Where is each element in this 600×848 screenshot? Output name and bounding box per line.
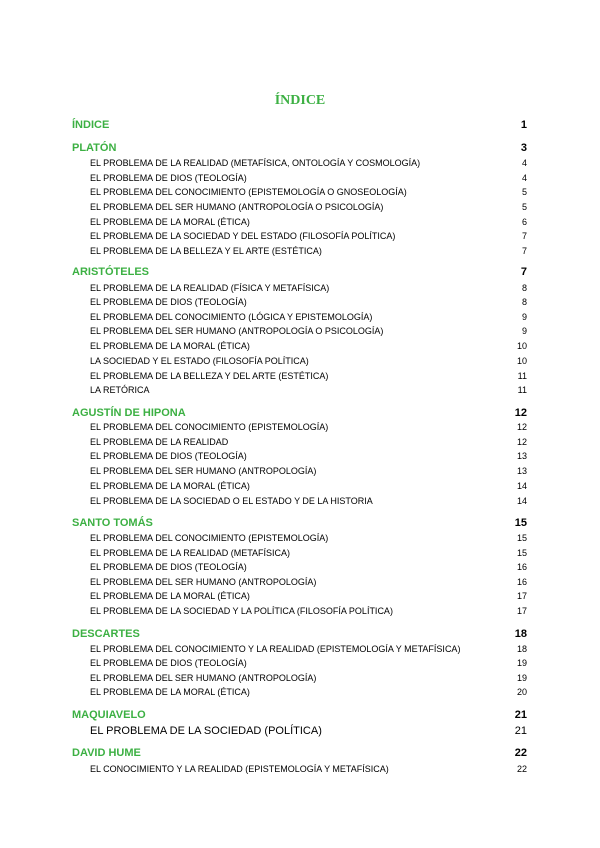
entry-text: EL PROBLEMA DE LA SOCIEDAD O EL ESTADO Y DE LA HISTORIA xyxy=(90,496,373,506)
entry-text: EL PROBLEMA DE LA REALIDAD xyxy=(90,437,229,447)
entry-page: 12 xyxy=(516,422,527,432)
entry-text: EL PROBLEMA DE LA MORAL (ÉTICA) xyxy=(90,341,250,351)
entry-text: ÍNDICE xyxy=(72,119,110,131)
entry-page: 21 xyxy=(514,725,527,737)
toc-subentry[interactable] xyxy=(90,422,527,432)
toc-subentry[interactable] xyxy=(90,187,527,197)
entry-text: EL PROBLEMA DE LA REALIDAD (METAFÍSICA, ONTOLOGÍA Y COSMOLOGÍA) xyxy=(90,158,421,168)
entry-page: 4 xyxy=(521,173,527,183)
entry-page: 5 xyxy=(521,187,527,197)
entry-text: EL PROBLEMA DEL CONOCIMIENTO (EPISTEMOLOGÍA) xyxy=(90,533,329,543)
entry-page: 10 xyxy=(516,341,527,351)
entry-text: EL PROBLEMA DEL SER HUMANO (ANTROPOLOGÍA O PSICOLOGÍA) xyxy=(90,202,384,212)
toc-entry-platon[interactable] xyxy=(72,142,527,154)
toc-entry-descartes[interactable] xyxy=(72,628,527,640)
entry-text: EL PROBLEMA DEL SER HUMANO (ANTROPOLOGÍA) xyxy=(90,673,317,683)
toc-subentry[interactable] xyxy=(90,606,527,616)
entry-text: EL PROBLEMA DE LA MORAL (ÉTICA) xyxy=(90,481,250,491)
entry-page: 6 xyxy=(521,217,527,227)
toc-entry-maquiavelo[interactable] xyxy=(72,709,527,721)
entry-text: MAQUIAVELO xyxy=(72,709,146,721)
toc-subentry[interactable] xyxy=(90,341,527,351)
entry-page: 8 xyxy=(521,283,527,293)
entry-text: EL PROBLEMA DE LA REALIDAD (FÍSICA Y METAFÍSICA) xyxy=(90,283,330,293)
entry-text: DESCARTES xyxy=(72,628,140,640)
entry-page: 21 xyxy=(514,709,527,721)
toc-subentry[interactable] xyxy=(90,644,527,654)
toc-subentry[interactable] xyxy=(90,466,527,476)
entry-page: 22 xyxy=(514,747,527,759)
toc-subentry[interactable] xyxy=(90,283,527,293)
entry-text: EL PROBLEMA DE DIOS (TEOLOGÍA) xyxy=(90,451,247,461)
toc-subentry[interactable] xyxy=(90,451,527,461)
entry-text: EL PROBLEMA DE DIOS (TEOLOGÍA) xyxy=(90,173,247,183)
entry-text: EL PROBLEMA DE DIOS (TEOLOGÍA) xyxy=(90,562,247,572)
entry-page: 16 xyxy=(516,577,527,587)
entry-text: EL PROBLEMA DEL SER HUMANO (ANTROPOLOGÍA) xyxy=(90,466,317,476)
entry-text: EL PROBLEMA DE LA SOCIEDAD Y LA POLÍTICA (FILOSOFÍA POLÍTICA) xyxy=(90,606,393,616)
toc-subentry[interactable] xyxy=(90,764,527,774)
entry-page: 19 xyxy=(516,658,527,668)
entry-page: 12 xyxy=(514,407,527,419)
entry-page: 17 xyxy=(516,606,527,616)
toc-subentry[interactable] xyxy=(90,725,527,737)
toc-title: ÍNDICE xyxy=(274,93,326,108)
entry-page: 3 xyxy=(520,142,527,154)
entry-text: EL PROBLEMA DE DIOS (TEOLOGÍA) xyxy=(90,658,247,668)
entry-text: AGUSTÍN DE HIPONA xyxy=(72,407,186,419)
entry-text: ARISTÓTELES xyxy=(72,266,150,278)
toc-subentry[interactable] xyxy=(90,658,527,668)
entry-text: PLATÓN xyxy=(72,142,117,154)
toc-entry-agustin[interactable] xyxy=(72,407,527,419)
entry-page: 14 xyxy=(516,496,527,506)
entry-page: 18 xyxy=(514,628,527,640)
entry-page: 13 xyxy=(516,466,527,476)
toc-subentry[interactable] xyxy=(90,533,527,543)
toc-subentry[interactable] xyxy=(90,548,527,558)
entry-page: 16 xyxy=(516,562,527,572)
toc-subentry[interactable] xyxy=(90,437,527,447)
entry-page: 15 xyxy=(516,548,527,558)
toc-entry-david-hume[interactable] xyxy=(72,747,527,759)
entry-page: 9 xyxy=(521,312,527,322)
entry-text: EL PROBLEMA DEL SER HUMANO (ANTROPOLOGÍA O PSICOLOGÍA) xyxy=(90,326,384,336)
toc-subentry[interactable] xyxy=(90,673,527,683)
toc-subentry[interactable] xyxy=(90,577,527,587)
toc-subentry[interactable] xyxy=(90,326,527,336)
entry-text: EL PROBLEMA DE LA MORAL (ÉTICA) xyxy=(90,687,250,697)
entry-page: 15 xyxy=(516,533,527,543)
toc-subentry[interactable] xyxy=(90,356,527,366)
entry-page: 18 xyxy=(516,644,527,654)
toc-subentry[interactable] xyxy=(90,385,527,395)
entry-page: 19 xyxy=(516,673,527,683)
toc-subentry[interactable] xyxy=(90,202,527,212)
entry-text: LA RETÓRICA xyxy=(90,385,150,395)
toc-subentry[interactable] xyxy=(90,158,527,168)
entry-page: 17 xyxy=(516,591,527,601)
entry-text: SANTO TOMÁS xyxy=(72,517,153,529)
entry-page: 15 xyxy=(514,517,527,529)
entry-page: 10 xyxy=(516,356,527,366)
entry-text: EL PROBLEMA DEL SER HUMANO (ANTROPOLOGÍA) xyxy=(90,577,317,587)
entry-text: EL PROBLEMA DE LA MORAL (ÉTICA) xyxy=(90,217,250,227)
entry-text: EL PROBLEMA DEL CONOCIMIENTO (EPISTEMOLOGÍA) xyxy=(90,422,329,432)
toc-subentry[interactable] xyxy=(90,562,527,572)
toc-subentry[interactable] xyxy=(90,297,527,307)
entry-page: 11 xyxy=(517,371,527,381)
entry-text: EL PROBLEMA DE LA SOCIEDAD Y DEL ESTADO (FILOSOFÍA POLÍTICA) xyxy=(90,231,396,241)
entry-text: EL PROBLEMA DE LA MORAL (ÉTICA) xyxy=(90,591,250,601)
entry-text: EL PROBLEMA DEL CONOCIMIENTO (EPISTEMOLOGÍA O GNOSEOLOGÍA) xyxy=(90,187,407,197)
entry-page: 22 xyxy=(516,764,527,774)
toc-subentry[interactable] xyxy=(90,246,527,256)
entry-page: 4 xyxy=(521,158,527,168)
entry-page: 9 xyxy=(521,326,527,336)
entry-text: EL PROBLEMA DE DIOS (TEOLOGÍA) xyxy=(90,297,247,307)
entry-text: EL PROBLEMA DE LA SOCIEDAD (POLÍTICA) xyxy=(90,725,322,737)
entry-text: DAVID HUME xyxy=(72,747,141,759)
toc-entry-santo-tomas[interactable] xyxy=(72,517,527,529)
entry-page: 20 xyxy=(516,687,527,697)
toc-subentry[interactable] xyxy=(90,217,527,227)
entry-page: 13 xyxy=(516,451,527,461)
toc-subentry[interactable] xyxy=(90,591,527,601)
entry-text: EL PROBLEMA DEL CONOCIMIENTO (LÓGICA Y EPISTEMOLOGÍA) xyxy=(90,312,373,322)
toc-subentry[interactable] xyxy=(90,231,527,241)
entry-page: 7 xyxy=(520,266,527,278)
entry-text: EL CONOCIMIENTO Y LA REALIDAD (EPISTEMOLOGÍA Y METAFÍSICA) xyxy=(90,764,389,774)
entry-text: LA SOCIEDAD Y EL ESTADO (FILOSOFÍA POLÍTICA) xyxy=(90,356,309,366)
entry-page: 1 xyxy=(520,119,527,131)
toc-subentry[interactable] xyxy=(90,496,527,506)
entry-page: 11 xyxy=(517,385,527,395)
toc-entry-aristoteles[interactable] xyxy=(72,266,527,278)
entry-page: 7 xyxy=(521,231,527,241)
entry-text: EL PROBLEMA DE LA BELLEZA Y DEL ARTE (ESTÉTICA) xyxy=(90,371,329,381)
toc-subentry[interactable] xyxy=(90,371,527,381)
toc-subentry[interactable] xyxy=(90,312,527,322)
toc-entry-indice[interactable] xyxy=(72,119,527,131)
entry-text: EL PROBLEMA DE LA REALIDAD (METAFÍSICA) xyxy=(90,548,291,558)
toc-subentry[interactable] xyxy=(90,481,527,491)
entry-page: 14 xyxy=(516,481,527,491)
entry-page: 5 xyxy=(521,202,527,212)
entry-text: EL PROBLEMA DEL CONOCIMIENTO Y LA REALIDAD (EPISTEMOLOGÍA Y METAFÍSICA) xyxy=(90,644,461,654)
entry-page: 7 xyxy=(521,246,527,256)
toc-subentry[interactable] xyxy=(90,173,527,183)
toc-subentry[interactable] xyxy=(90,687,527,697)
entry-page: 8 xyxy=(521,297,527,307)
entry-page: 12 xyxy=(516,437,527,447)
entry-text: EL PROBLEMA DE LA BELLEZA Y EL ARTE (ESTÉTICA) xyxy=(90,246,322,256)
